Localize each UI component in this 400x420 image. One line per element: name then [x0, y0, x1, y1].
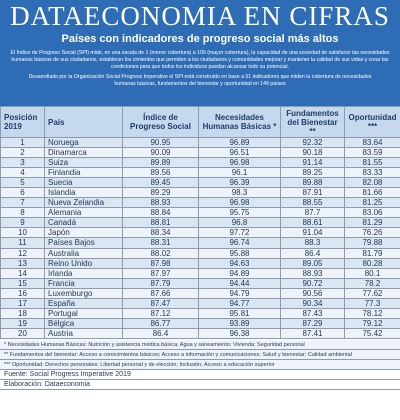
- cell-position: 14: [1, 268, 45, 278]
- cell-position: 2: [1, 148, 45, 158]
- cell-basic-needs: 98.3: [199, 188, 281, 198]
- table-row: [1, 208, 400, 218]
- cell-position: 15: [1, 278, 45, 288]
- cell-opportunity: 80.28: [345, 258, 400, 268]
- ranking-table: [0, 106, 400, 339]
- table-row: [1, 308, 400, 318]
- cell-spi: 88.84: [123, 208, 199, 218]
- cell-wellbeing: 88.93: [281, 268, 345, 278]
- cell-position: 18: [1, 308, 45, 318]
- cell-wellbeing: 90.34: [281, 298, 345, 308]
- table-row: [1, 238, 400, 248]
- cell-spi: 86.4: [123, 328, 199, 338]
- cell-spi: 87.12: [123, 308, 199, 318]
- cell-position: 9: [1, 218, 45, 228]
- cell-position: 6: [1, 188, 45, 198]
- cell-wellbeing: 87.7: [281, 208, 345, 218]
- cell-wellbeing: 86.4: [281, 248, 345, 258]
- table-header-row: [1, 107, 400, 138]
- cell-position: 10: [1, 228, 45, 238]
- credit-line: Elaboración: Dataeconomia: [0, 380, 400, 390]
- table-body: [1, 138, 400, 339]
- cell-basic-needs: 96.89: [199, 138, 281, 148]
- cell-basic-needs: 94.79: [199, 288, 281, 298]
- table-row: [1, 138, 400, 148]
- cell-basic-needs: 94.44: [199, 278, 281, 288]
- cell-opportunity: 81.29: [345, 218, 400, 228]
- table-row: [1, 158, 400, 168]
- cell-basic-needs: 97.72: [199, 228, 281, 238]
- table-row: [1, 148, 400, 158]
- table-row: [1, 228, 400, 238]
- cell-position: 7: [1, 198, 45, 208]
- table-row: [1, 188, 400, 198]
- footnotes: [0, 340, 400, 390]
- intro-text: El Índice de Progreso Social (SPI) mide, en una escala de 1 (menor cobertura) a 100 (mayor cobertura), la capacidad de una sociedad de satisfacer las necesidades humanas básicas de sus ciudadanos, establecer los cimientos que permiten a los ciudadanos y comunidades mejorar y mantener la calidad de sus vidas y crear las condiciones para que todos los individuos puedan alcanzar todo su potencial.: [10, 50, 390, 70]
- cell-position: 12: [1, 248, 45, 258]
- cell-basic-needs: 96.74: [199, 238, 281, 248]
- column-header-basic-needs: Necesidades Humanas Básicas *: [199, 107, 281, 138]
- cell-opportunity: 81.79: [345, 248, 400, 258]
- column-header-country: País: [45, 107, 123, 138]
- cell-basic-needs: 96.1: [199, 168, 281, 178]
- cell-wellbeing: 88.61: [281, 218, 345, 228]
- table-row: [1, 198, 400, 208]
- column-header-spi: Índice de Progreso Social: [123, 107, 199, 138]
- cell-opportunity: 79.88: [345, 238, 400, 248]
- cell-country: Islandia: [45, 188, 123, 198]
- cell-wellbeing: 89.05: [281, 258, 345, 268]
- cell-country: Japón: [45, 228, 123, 238]
- cell-wellbeing: 88.3: [281, 238, 345, 248]
- cell-basic-needs: 93.89: [199, 318, 281, 328]
- cell-spi: 88.81: [123, 218, 199, 228]
- cell-position: 17: [1, 298, 45, 308]
- cell-opportunity: 78.2: [345, 278, 400, 288]
- cell-spi: 87.79: [123, 278, 199, 288]
- cell-basic-needs: 95.88: [199, 248, 281, 258]
- brand-title: DATAECONOMIA EN CIFRAS: [10, 1, 390, 31]
- table-row: [1, 258, 400, 268]
- cell-country: Suecia: [45, 178, 123, 188]
- cell-wellbeing: 87.91: [281, 188, 345, 198]
- table-row: [1, 278, 400, 288]
- table-row: [1, 328, 400, 338]
- cell-position: 16: [1, 288, 45, 298]
- cell-basic-needs: 96.38: [199, 328, 281, 338]
- cell-country: Irlanda: [45, 268, 123, 278]
- cell-wellbeing: 88.55: [281, 198, 345, 208]
- cell-basic-needs: 94.77: [199, 298, 281, 308]
- cell-spi: 88.34: [123, 228, 199, 238]
- cell-spi: 90.95: [123, 138, 199, 148]
- cell-spi: 90.09: [123, 148, 199, 158]
- cell-position: 11: [1, 238, 45, 248]
- cell-country: Francia: [45, 278, 123, 288]
- cell-basic-needs: 96.98: [199, 198, 281, 208]
- cell-position: 4: [1, 168, 45, 178]
- cell-position: 13: [1, 258, 45, 268]
- cell-opportunity: 82.08: [345, 178, 400, 188]
- cell-wellbeing: 87.41: [281, 328, 345, 338]
- page-subtitle: Países con indicadores de progreso social más altos: [61, 33, 339, 45]
- column-header-position: Posición 2019: [1, 107, 45, 138]
- cell-country: Dinamarca: [45, 148, 123, 158]
- header-banner: [0, 0, 400, 106]
- cell-country: Canadá: [45, 218, 123, 228]
- table-row: [1, 178, 400, 188]
- cell-opportunity: 83.64: [345, 138, 400, 148]
- cell-country: Austria: [45, 328, 123, 338]
- cell-opportunity: 76.26: [345, 228, 400, 238]
- column-header-opportunity: Oportunidad ***: [345, 107, 400, 138]
- cell-wellbeing: 91.14: [281, 158, 345, 168]
- cell-opportunity: 81.55: [345, 158, 400, 168]
- cell-position: 3: [1, 158, 45, 168]
- table-row: [1, 298, 400, 308]
- cell-country: Australia: [45, 248, 123, 258]
- table-row: [1, 288, 400, 298]
- cell-opportunity: 79.12: [345, 318, 400, 328]
- cell-country: Luxemburgo: [45, 288, 123, 298]
- cell-country: Noruega: [45, 138, 123, 148]
- cell-country: Finlandia: [45, 168, 123, 178]
- table-row: [1, 168, 400, 178]
- cell-country: Portugal: [45, 308, 123, 318]
- cell-position: 19: [1, 318, 45, 328]
- cell-spi: 88.02: [123, 248, 199, 258]
- cell-wellbeing: 91.04: [281, 228, 345, 238]
- cell-country: Países Bajos: [45, 238, 123, 248]
- cell-spi: 86.77: [123, 318, 199, 328]
- cell-spi: 87.47: [123, 298, 199, 308]
- cell-opportunity: 80.1: [345, 268, 400, 278]
- cell-opportunity: 75.42: [345, 328, 400, 338]
- cell-basic-needs: 94.89: [199, 268, 281, 278]
- footnote-wellbeing: ** Fundamentos del bienestar: Acceso a conocimientos básicos; Acceso a información y comunicaciones; Salud y bienestar; Calidad ambiental: [0, 350, 400, 360]
- table-row: [1, 268, 400, 278]
- cell-wellbeing: 89.88: [281, 178, 345, 188]
- cell-position: 8: [1, 208, 45, 218]
- cell-opportunity: 83.33: [345, 168, 400, 178]
- cell-country: Bélgica: [45, 318, 123, 328]
- cell-wellbeing: 92.32: [281, 138, 345, 148]
- table-row: [1, 318, 400, 328]
- cell-wellbeing: 87.43: [281, 308, 345, 318]
- cell-basic-needs: 95.81: [199, 308, 281, 318]
- cell-opportunity: 77.3: [345, 298, 400, 308]
- cell-basic-needs: 96.8: [199, 218, 281, 228]
- cell-country: Reino Unido: [45, 258, 123, 268]
- cell-position: 1: [1, 138, 45, 148]
- cell-country: Suiza: [45, 158, 123, 168]
- cell-spi: 87.97: [123, 268, 199, 278]
- column-header-wellbeing: Fundamentos del Bienestar **: [281, 107, 345, 138]
- footnote-basic-needs: * Necesidades Humanas Básicas: Nutrición y asistencia médica básica; Agua y saneamiento; Vivienda; Seguridad personal: [0, 340, 400, 350]
- cell-spi: 89.45: [123, 178, 199, 188]
- cell-country: España: [45, 298, 123, 308]
- cell-position: 20: [1, 328, 45, 338]
- cell-basic-needs: 95.75: [199, 208, 281, 218]
- source-line: Fuente: Social Progress Imperative 2019: [0, 370, 400, 380]
- cell-country: Nueva Zelandia: [45, 198, 123, 208]
- cell-wellbeing: 90.56: [281, 288, 345, 298]
- cell-spi: 88.93: [123, 198, 199, 208]
- cell-wellbeing: 90.18: [281, 148, 345, 158]
- cell-spi: 88.31: [123, 238, 199, 248]
- cell-opportunity: 83.06: [345, 208, 400, 218]
- cell-opportunity: 81.25: [345, 198, 400, 208]
- cell-wellbeing: 90.72: [281, 278, 345, 288]
- cell-wellbeing: 87.29: [281, 318, 345, 328]
- cell-opportunity: 81.66: [345, 188, 400, 198]
- methodology-text: Desarrollado por la Organización Social Progress Imperative el SPI está construido en base a 51 indicadores que miden la cobertura de necesidades humanas básicas, fundamentos del bienestar y oportunidad en 149 países: [28, 74, 372, 87]
- table-row: [1, 218, 400, 228]
- cell-basic-needs: 96.98: [199, 158, 281, 168]
- cell-basic-needs: 94.63: [199, 258, 281, 268]
- cell-country: Alemania: [45, 208, 123, 218]
- cell-opportunity: 77.62: [345, 288, 400, 298]
- table-row: [1, 248, 400, 258]
- cell-spi: 89.89: [123, 158, 199, 168]
- footnote-opportunity: *** Oportunidad: Derechos personales; Libertad personal y de elección; Inclusión; Acceso a educación superior: [0, 360, 400, 370]
- cell-wellbeing: 89.25: [281, 168, 345, 178]
- cell-spi: 87.98: [123, 258, 199, 268]
- cell-spi: 87.66: [123, 288, 199, 298]
- cell-opportunity: 83.59: [345, 148, 400, 158]
- cell-spi: 89.56: [123, 168, 199, 178]
- cell-spi: 89.29: [123, 188, 199, 198]
- cell-position: 5: [1, 178, 45, 188]
- cell-basic-needs: 96.51: [199, 148, 281, 158]
- cell-basic-needs: 96.39: [199, 178, 281, 188]
- cell-opportunity: 78.12: [345, 308, 400, 318]
